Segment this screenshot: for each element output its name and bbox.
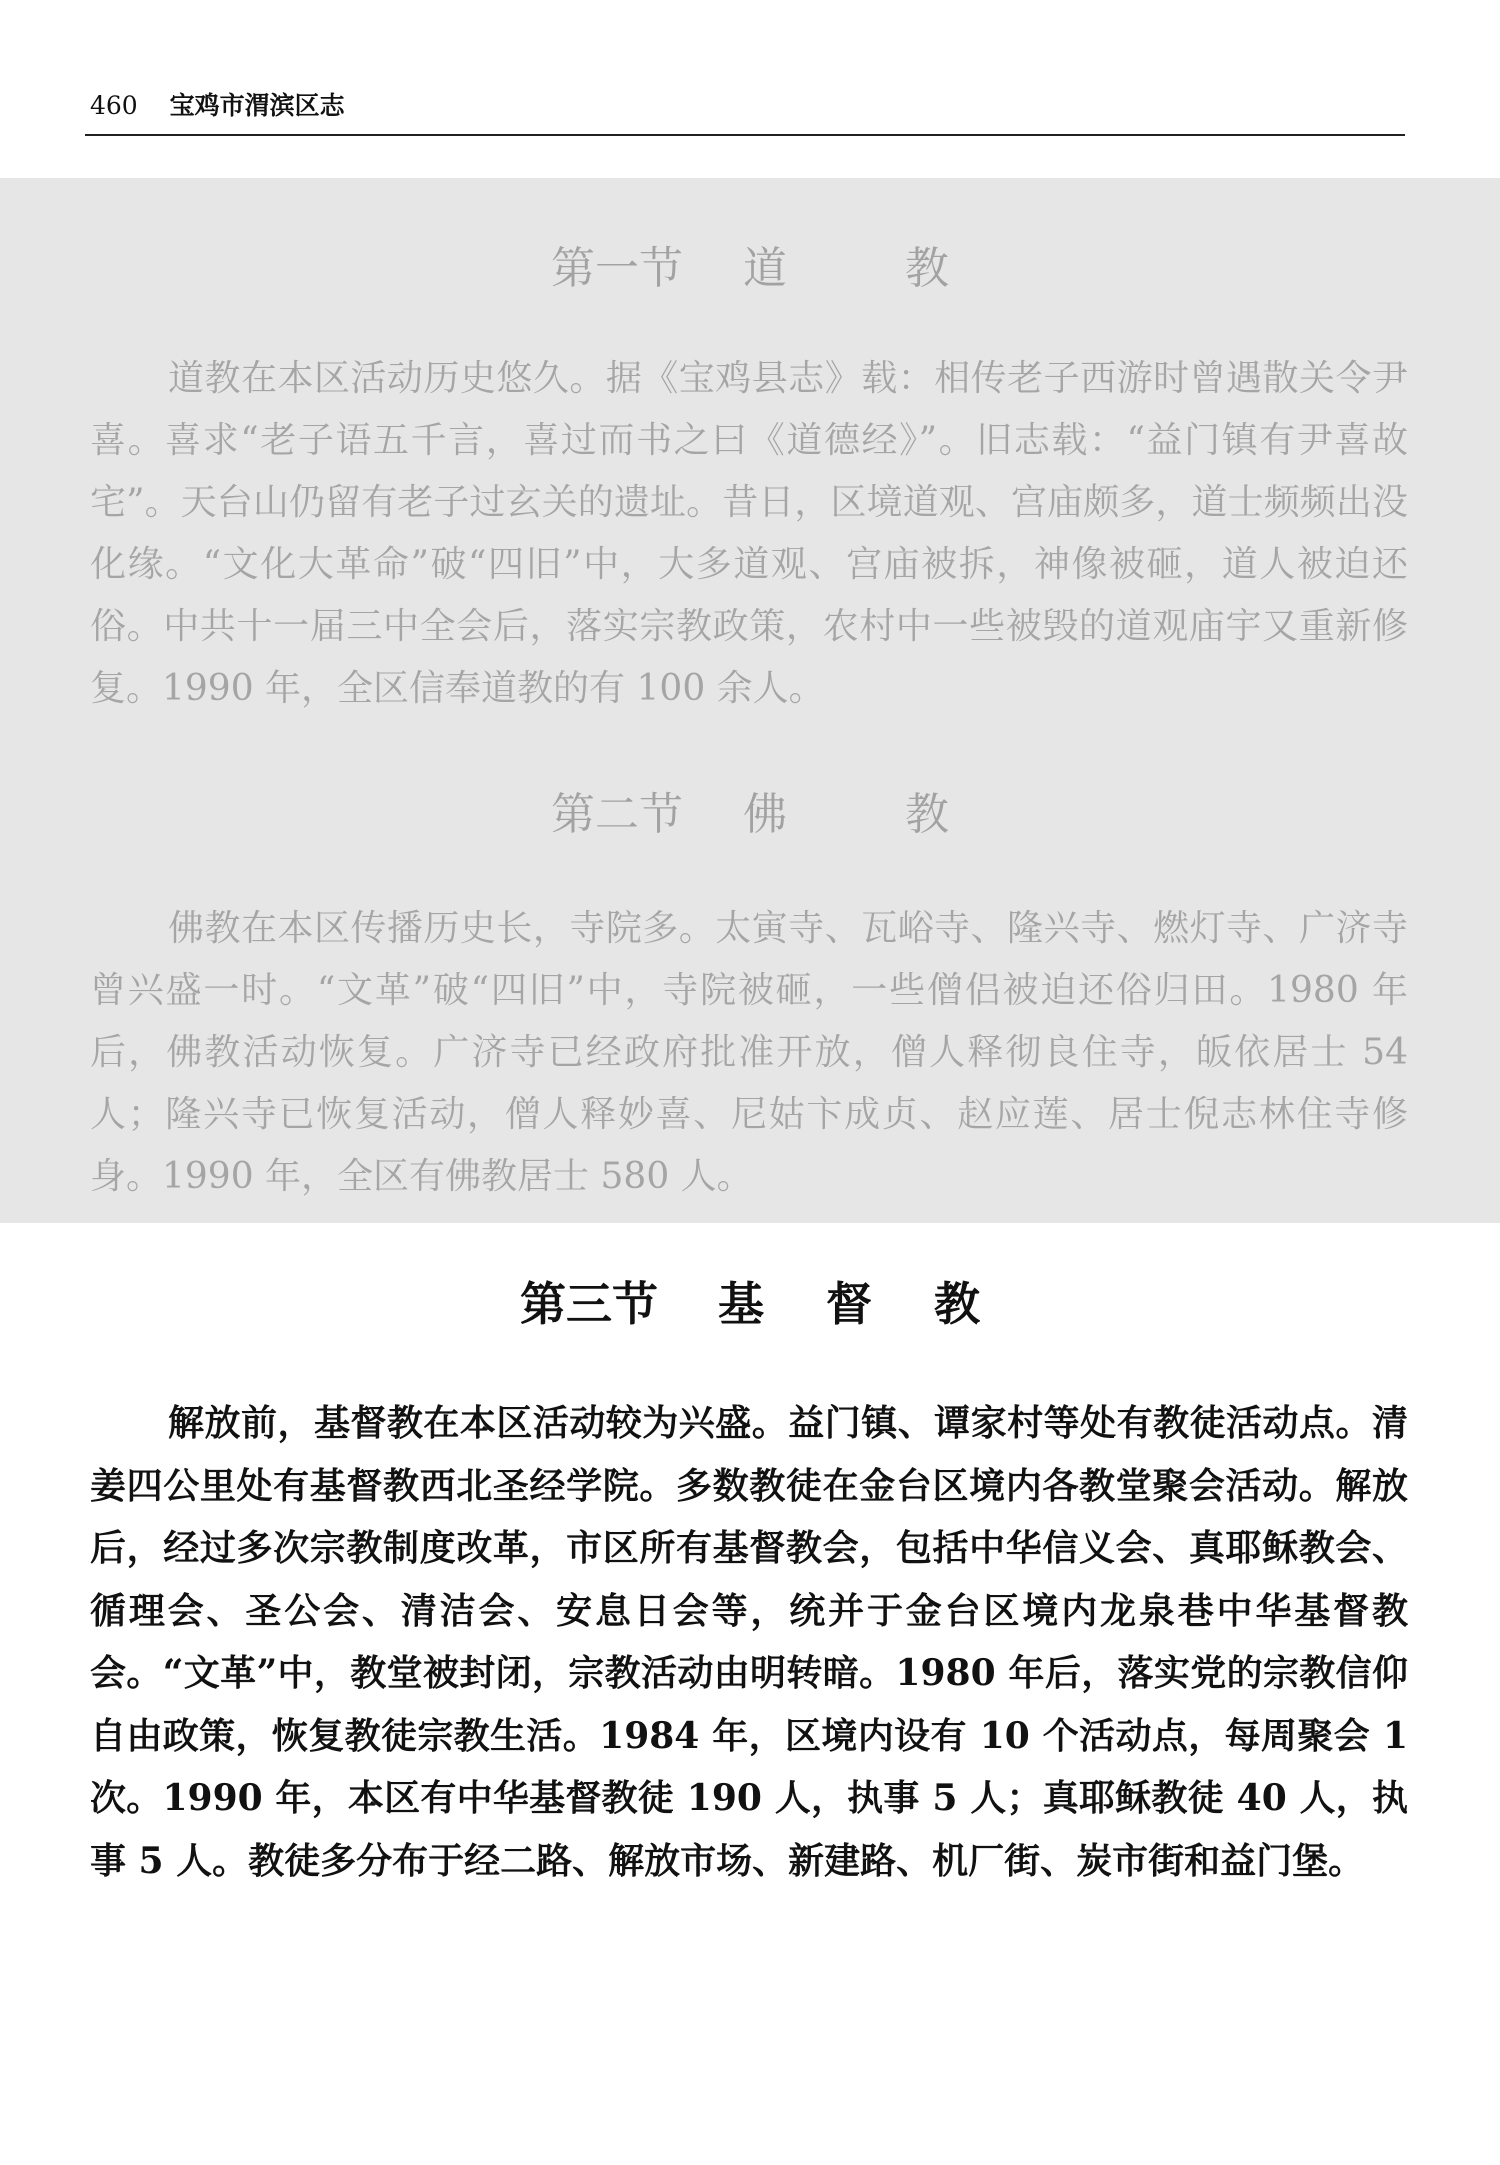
section-title-buddhism — [0, 778, 1500, 842]
section-char: 教 — [905, 789, 949, 840]
section-body-christianity: 解放前，基督教在本区活动较为兴盛。益门镇、谭家村等处有教徒活动点。清姜四公里处有基督教西北圣经学院。多数教徒在金台区境内各教堂聚会活动。解放后，经过多次宗教制度改革，市区所有基督教会，包括中华信义会、真耶稣教会、循理会、圣公会、清洁会、安息日会等，统并于金台区境内龙泉巷中华基督教会。“文革”中，教堂被封闭，宗教活动由明转暗。1980 年后，落实党的宗教信仰自由政策，恢复教徒宗教生活。1984 年，区境内设有 10 个活动点，每周聚会 1 次。1990 年，本区有中华基督教徒 190 人，执事 5 人；真耶稣教徒 40 人，执事 5 人。教徒多分布于经二路、解放市场、新建路、机厂街、炭市街和益门堡。 — [90, 1402, 1408, 1882]
section-char: 教 — [905, 243, 949, 294]
section-char: 基 — [718, 1277, 764, 1331]
page-number: 460 — [90, 91, 138, 120]
section-body-buddhism: 佛教在本区传播历史长，寺院多。太寅寺、瓦峪寺、隆兴寺、燃灯寺、广济寺曾兴盛一时。“文革”破“四旧”中，寺院被砸，一些僧侣被迫还俗归田。1980 年后，佛教活动恢复。广济寺已经政府批准开放，僧人释彻良住寺，皈依居士 54 人；隆兴寺已恢复活动，僧人释妙喜、尼姑卞成贞、赵应莲、居士倪志林住寺修身。1990 年，全区有佛教居士 580 人。 — [90, 908, 1408, 1197]
section-number: 第一节 — [551, 243, 683, 294]
section-body-taoism: 道教在本区活动历史悠久。据《宝鸡县志》载：相传老子西游时曾遇散关令尹喜。喜求“老子语五千言，喜过而书之曰《道德经》”。旧志载：“益门镇有尹喜故宅”。天台山仍留有老子过玄关的遗址。昔日，区境道观、宫庙颇多，道士频频出没化缘。“文化大革命”破“四旧”中，大多道观、宫庙被拆，神像被砸，道人被迫还俗。中共十一届三中全会后，落实宗教政策，农村中一些被毁的道观庙宇又重新修复。1990 年，全区信奉道教的有 100 余人。 — [90, 358, 1408, 709]
section-char: 教 — [934, 1277, 980, 1331]
section-number: 第三节 — [520, 1277, 658, 1331]
running-header — [90, 86, 345, 122]
section-char: 佛 — [743, 789, 787, 840]
header-rule — [85, 134, 1405, 136]
section-char: 督 — [826, 1277, 872, 1331]
book-title: 宝鸡市渭滨区志 — [169, 91, 345, 120]
section-number: 第二节 — [551, 789, 683, 840]
section-char: 道 — [743, 243, 787, 294]
section-title-christianity — [0, 1268, 1500, 1334]
section-title-taoism — [0, 232, 1500, 296]
